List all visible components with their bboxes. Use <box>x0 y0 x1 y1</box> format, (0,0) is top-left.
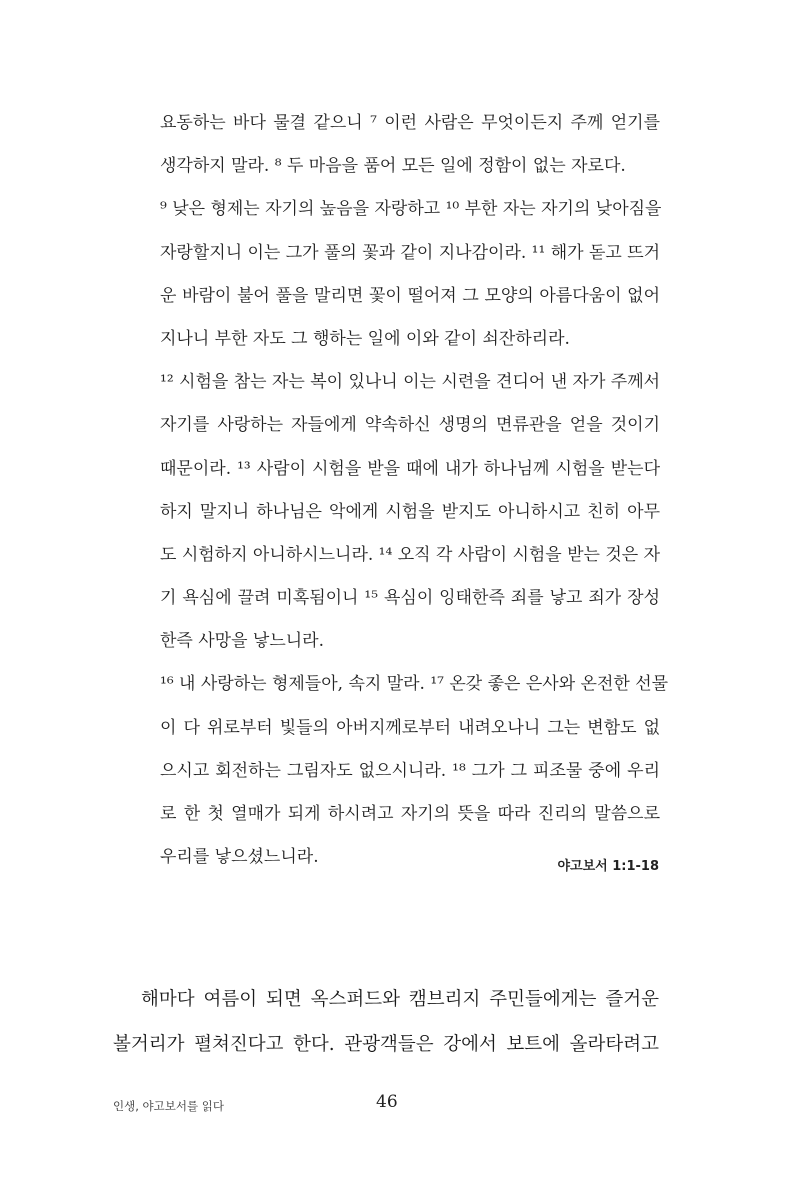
scripture-citation: 야고보서 1:1-18 <box>557 859 659 874</box>
scripture-line: ¹⁶ 내 사랑하는 형제들아, 속지 말라. ¹⁷ 온갖 좋은 은사와 온전한 선물 <box>160 674 669 695</box>
body-line: 볼거리가 펼쳐진다고 한다. 관광객들은 강에서 보트에 올라타려고 <box>113 1034 659 1055</box>
running-footer-title: 인생, 야고보서를 읽다 <box>113 1099 224 1113</box>
body-line: 해마다 여름이 되면 옥스퍼드와 캠브리지 주민들에게는 즐거운 <box>141 989 659 1010</box>
scripture-line: 으시고 회전하는 그림자도 없으시니라. ¹⁸ 그가 그 피조물 중에 우리 <box>160 760 660 781</box>
scripture-paragraph <box>160 361 660 663</box>
scripture-line: 한즉 사망을 낳느니라. <box>160 631 325 652</box>
scripture-line: 우리를 낳으셨느니라. <box>160 847 319 868</box>
scripture-line: 이 다 위로부터 빛들의 아버지께로부터 내려오나니 그는 변함도 없 <box>160 717 660 738</box>
scripture-line: 도 시험하지 아니하시느니라. ¹⁴ 오직 각 사람이 시험을 받는 것은 자 <box>160 544 661 565</box>
scripture-line: 지나니 부한 자도 그 행하는 일에 이와 같이 쇠잔하리라. <box>160 328 570 349</box>
scripture-line: ⁹ 낮은 형제는 자기의 높음을 자랑하고 ¹⁰ 부한 자는 자기의 낮아짐을 <box>160 199 662 220</box>
scripture-line: 로 한 첫 열매가 되게 하시려고 자기의 뜻을 따라 진리의 말씀으로 <box>160 804 660 824</box>
scripture-line: 기 욕심에 끌려 미혹됨이니 ¹⁵ 욕심이 잉태한즉 죄를 낳고 죄가 장성 <box>160 588 660 609</box>
scripture-line: 요동하는 바다 물결 같으니 ⁷ 이런 사람은 무엇이든지 주께 얻기를 <box>160 113 660 133</box>
scripture-line: ¹² 시험을 참는 자는 복이 있나니 이는 시련을 견디어 낸 자가 주께서 <box>160 372 661 393</box>
scripture-paragraph <box>160 663 669 879</box>
scripture-line: 하지 말지니 하나님은 악에게 시험을 받지도 아니하시고 친히 아무 <box>160 501 660 522</box>
scripture-line: 자기를 사랑하는 자들에게 약속하신 생명의 면류관을 얻을 것이기 <box>160 415 660 436</box>
scripture-line: 자랑할지니 이는 그가 풀의 꽃과 같이 지나감이라. ¹¹ 해가 돋고 뜨거 <box>160 242 661 263</box>
scripture-line: 때문이라. ¹³ 사람이 시험을 받을 때에 내가 하나님께 시험을 받는다 <box>160 458 660 479</box>
scripture-line: 생각하지 말라. ⁸ 두 마음을 품어 모든 일에 정함이 없는 자로다. <box>160 156 626 177</box>
body-paragraph <box>113 977 659 1067</box>
scripture-line: 운 바람이 불어 풀을 말리면 꽃이 떨어져 그 모양의 아름다움이 없어 <box>160 285 660 306</box>
page-number: 46 <box>376 1092 398 1112</box>
scripture-paragraph <box>160 188 660 361</box>
scripture-paragraph <box>160 102 660 188</box>
scripture-passage <box>160 102 669 879</box>
